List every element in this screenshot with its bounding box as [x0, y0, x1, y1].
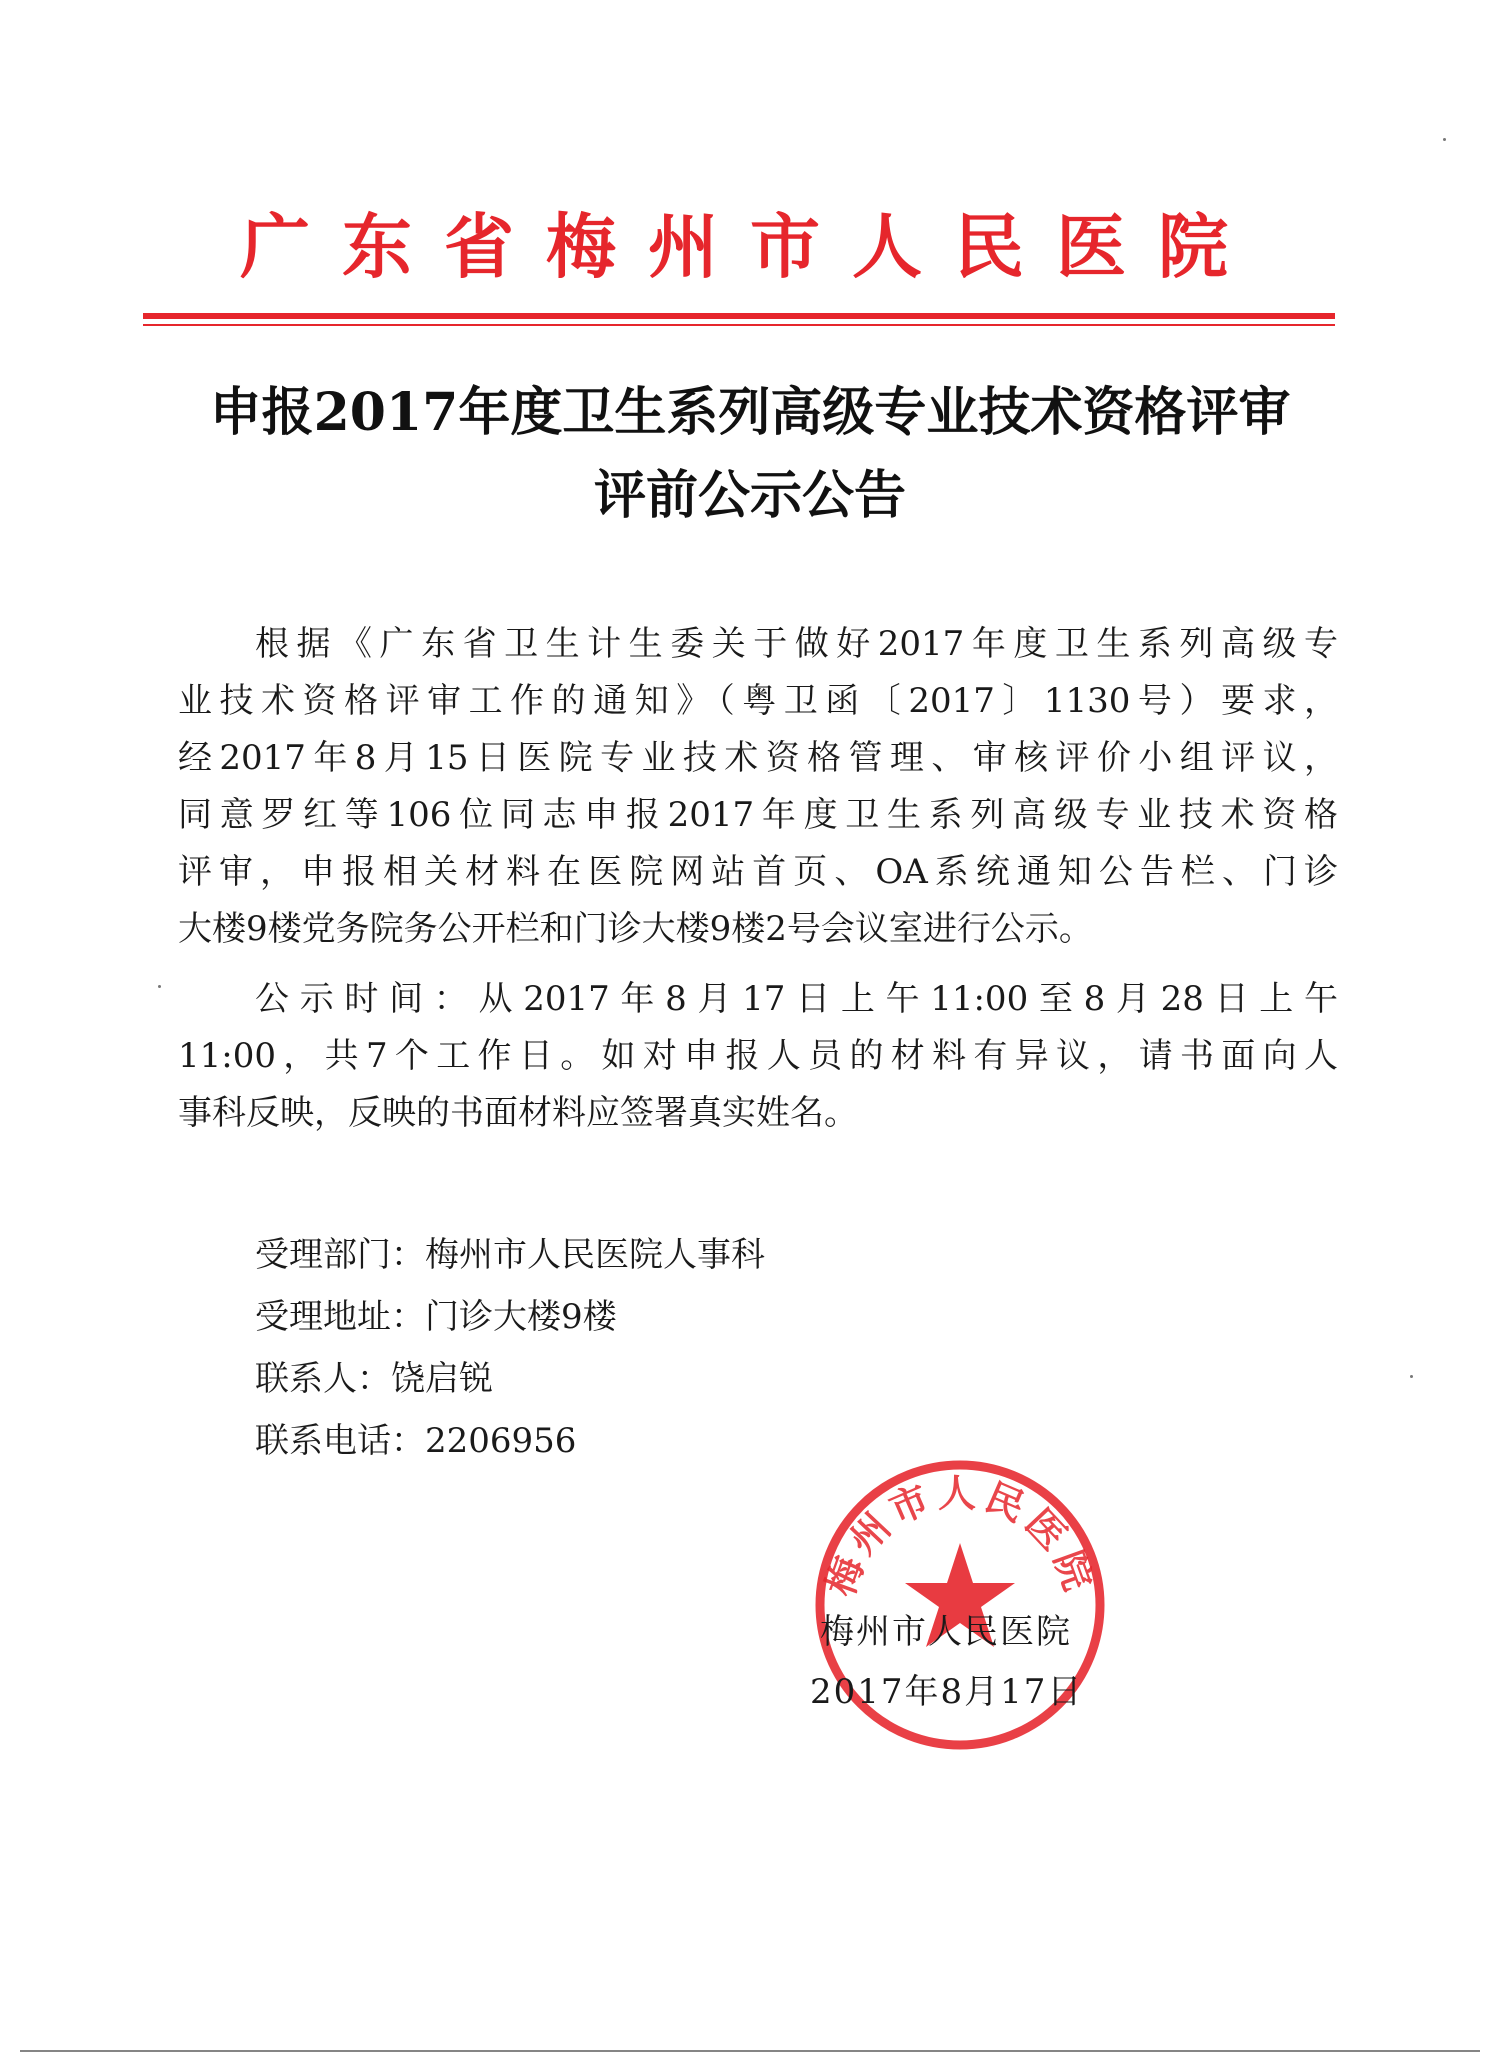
contact-person: 联系人：饶启锐 [255, 1359, 493, 1399]
scan-speck [158, 985, 161, 988]
paragraph-1-line-2: 业技术资格评审工作的通知》（粤卫函〔2017〕1130号）要求， [178, 681, 1338, 721]
contact-phone: 联系电话：2206956 [255, 1421, 577, 1461]
letterhead-rule-thin [143, 324, 1335, 326]
letterhead-organization: 广东省梅州市人民医院 [240, 206, 1260, 288]
paragraph-1-line-3: 经2017年8月15日医院专业技术资格管理、审核评价小组评议， [178, 738, 1338, 778]
paragraph-1-line-5: 评审，申报相关材料在医院网站首页、OA系统通知公告栏、门诊 [178, 852, 1338, 892]
document-title-line-2: 评前公示公告 [593, 465, 906, 526]
signature-organization: 梅州市人民医院 [820, 1612, 1072, 1652]
paragraph-2-line-1: 公示时间：从2017年8月17日上午11:00至8月28日上午 [255, 979, 1338, 1019]
contact-department: 受理部门：梅州市人民医院人事科 [255, 1235, 765, 1275]
document-title-line-1: 申报2017年度卫生系列高级专业技术资格评审 [209, 382, 1291, 443]
scan-speck [1410, 1375, 1413, 1378]
scan-speck [1443, 138, 1446, 141]
scan-bottom-edge [20, 2050, 1480, 2052]
contact-address: 受理地址：门诊大楼9楼 [255, 1297, 617, 1337]
paragraph-1-line-1: 根据《广东省卫生计生委关于做好2017年度卫生系列高级专 [255, 624, 1338, 664]
paragraph-1-line-6: 大楼9楼党务院务公开栏和门诊大楼9楼2号会议室进行公示。 [178, 909, 1093, 949]
paragraph-1-line-4: 同意罗红等106位同志申报2017年度卫生系列高级专业技术资格 [178, 795, 1338, 835]
letterhead-rule-thick [143, 313, 1335, 319]
paragraph-2-line-2: 11:00，共7个工作日。如对申报人员的材料有异议，请书面向人 [178, 1036, 1338, 1076]
signature-date: 2017年8月17日 [810, 1672, 1084, 1712]
seal-text: 梅州市人民医院 [818, 1471, 1102, 1602]
paragraph-2-line-3: 事科反映，反映的书面材料应签署真实姓名。 [178, 1093, 858, 1133]
